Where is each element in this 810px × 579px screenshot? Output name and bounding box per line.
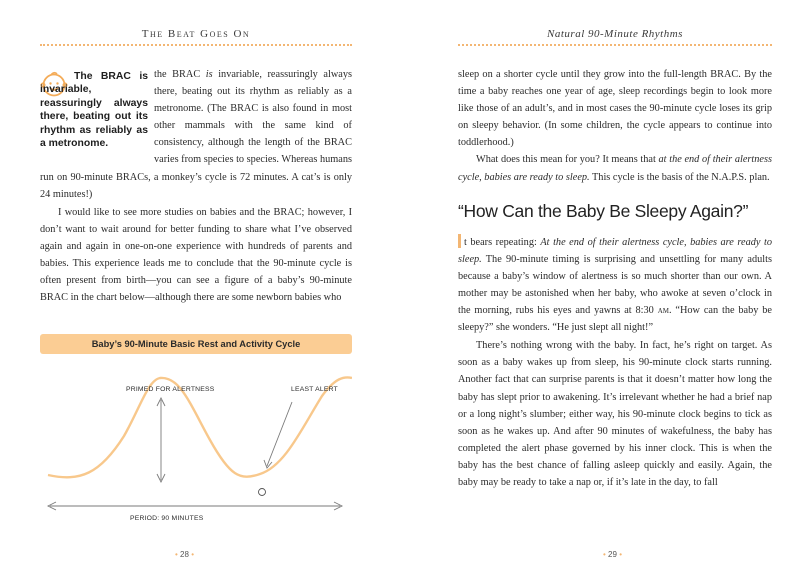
left-paragraph-1: the BRAC is invariable, reassuringly always there, beating out its rhythm as reliably as a metronome. (The BRAC is also found in most other mammals with the same kind of consistency, although the length of the BRAC varies from species to species. Whereas humans run on 90-minute BRACs, a monkey’s cycle is 72 minutes. A cat’s is only 24 minutes!) bbox=[40, 69, 352, 200]
right-paragraph-4: There’s nothing wrong with the baby. In fact, he’s right on target. As soon as a baby wakes up from sleep, his 90-minute clock starts running. Another fact that can surprise parents is that it doesn’t matter how long the baby has slept prior to awakening. It’s irrelevant whether he had a brief nap or a long night’s slumber; either way, his 90-minute clock begins to tick as soon as he wakes up. And after 90 minutes of wakefulness, the baby has completed the alert phase governed by his inner clock. This is when the baby has the best chance of falling asleep quickly and easily. Again, the baby may be ready to take a nap or, if it’s late in the day, to fall bbox=[458, 340, 772, 488]
pull-quote-text: The BRAC is invariable, reassuringly always there, beating out its rhythm as reliably as a metronome. bbox=[40, 71, 148, 150]
pull-quote bbox=[40, 66, 148, 162]
chart-plot bbox=[40, 356, 352, 524]
least-alert-marker bbox=[259, 489, 266, 496]
header-rule-right bbox=[458, 44, 772, 46]
least-alert-arrow bbox=[267, 402, 292, 466]
brac-chart bbox=[40, 334, 352, 524]
right-page bbox=[405, 0, 810, 579]
running-head-right: Natural 90-Minute Rhythms bbox=[547, 28, 683, 40]
chart-title: Baby’s 90-Minute Basic Rest and Activity Cycle bbox=[40, 334, 352, 354]
section-heading: “How Can the Baby Be Sleepy Again?” bbox=[458, 200, 749, 221]
right-paragraph-2: What does this mean for you? It means that at the end of their alertness cycle, babies are ready to sleep. This cycle is the basis of the N.A.P.S. plan. bbox=[458, 154, 772, 183]
label-period: PERIOD: 90 MINUTES bbox=[130, 515, 204, 522]
drop-initial bbox=[458, 234, 461, 248]
right-paragraph-1: sleep on a shorter cycle until they grow into the full-length BRAC. By the time a baby reaches one year of age, sleep recordings begin to look more like those of an adult’s, and in most cases the 90-minute cycle loses its grip on sleepy behavior. (In some children, the cycle appears to continue into toddlerhood.) bbox=[458, 69, 772, 149]
page-number-right: • 29 • bbox=[603, 550, 622, 559]
right-paragraph-3: t bears repeating: At the end of their alertness cycle, babies are ready to sleep. The 90-minute timing is surprising and unsettling for many adults because a baby’s window of alertness is so much shorter than our own. A mother may be astonished when her baby, who awoke at seven o’clock in the morning, rubs his eyes and yawns at 8:30 am. “How can the baby be sleepy?” she wonders. “He just slept all night!” bbox=[458, 234, 772, 337]
left-body-text bbox=[40, 66, 352, 306]
label-least-alert: LEAST ALERT bbox=[291, 386, 338, 393]
right-body-text bbox=[458, 66, 772, 491]
label-primed: PRIMED FOR ALERTNESS bbox=[126, 386, 215, 393]
left-paragraph-2: I would like to see more studies on babies and the BRAC; however, I don’t want to wait around for better funding to share what I’ve observed again and again in one-on-one experience with hundreds of parents and babies. This experience leads me to conclude that the 90-minute cycle is often present from birth—you can see a figure of a baby’s 90-minute BRAC in the chart below—although there are some newborn babies who bbox=[40, 206, 352, 304]
page-number-left: • 28 • bbox=[175, 550, 194, 559]
header-rule-left bbox=[40, 44, 352, 46]
running-head-left: The Beat Goes On bbox=[141, 28, 251, 40]
